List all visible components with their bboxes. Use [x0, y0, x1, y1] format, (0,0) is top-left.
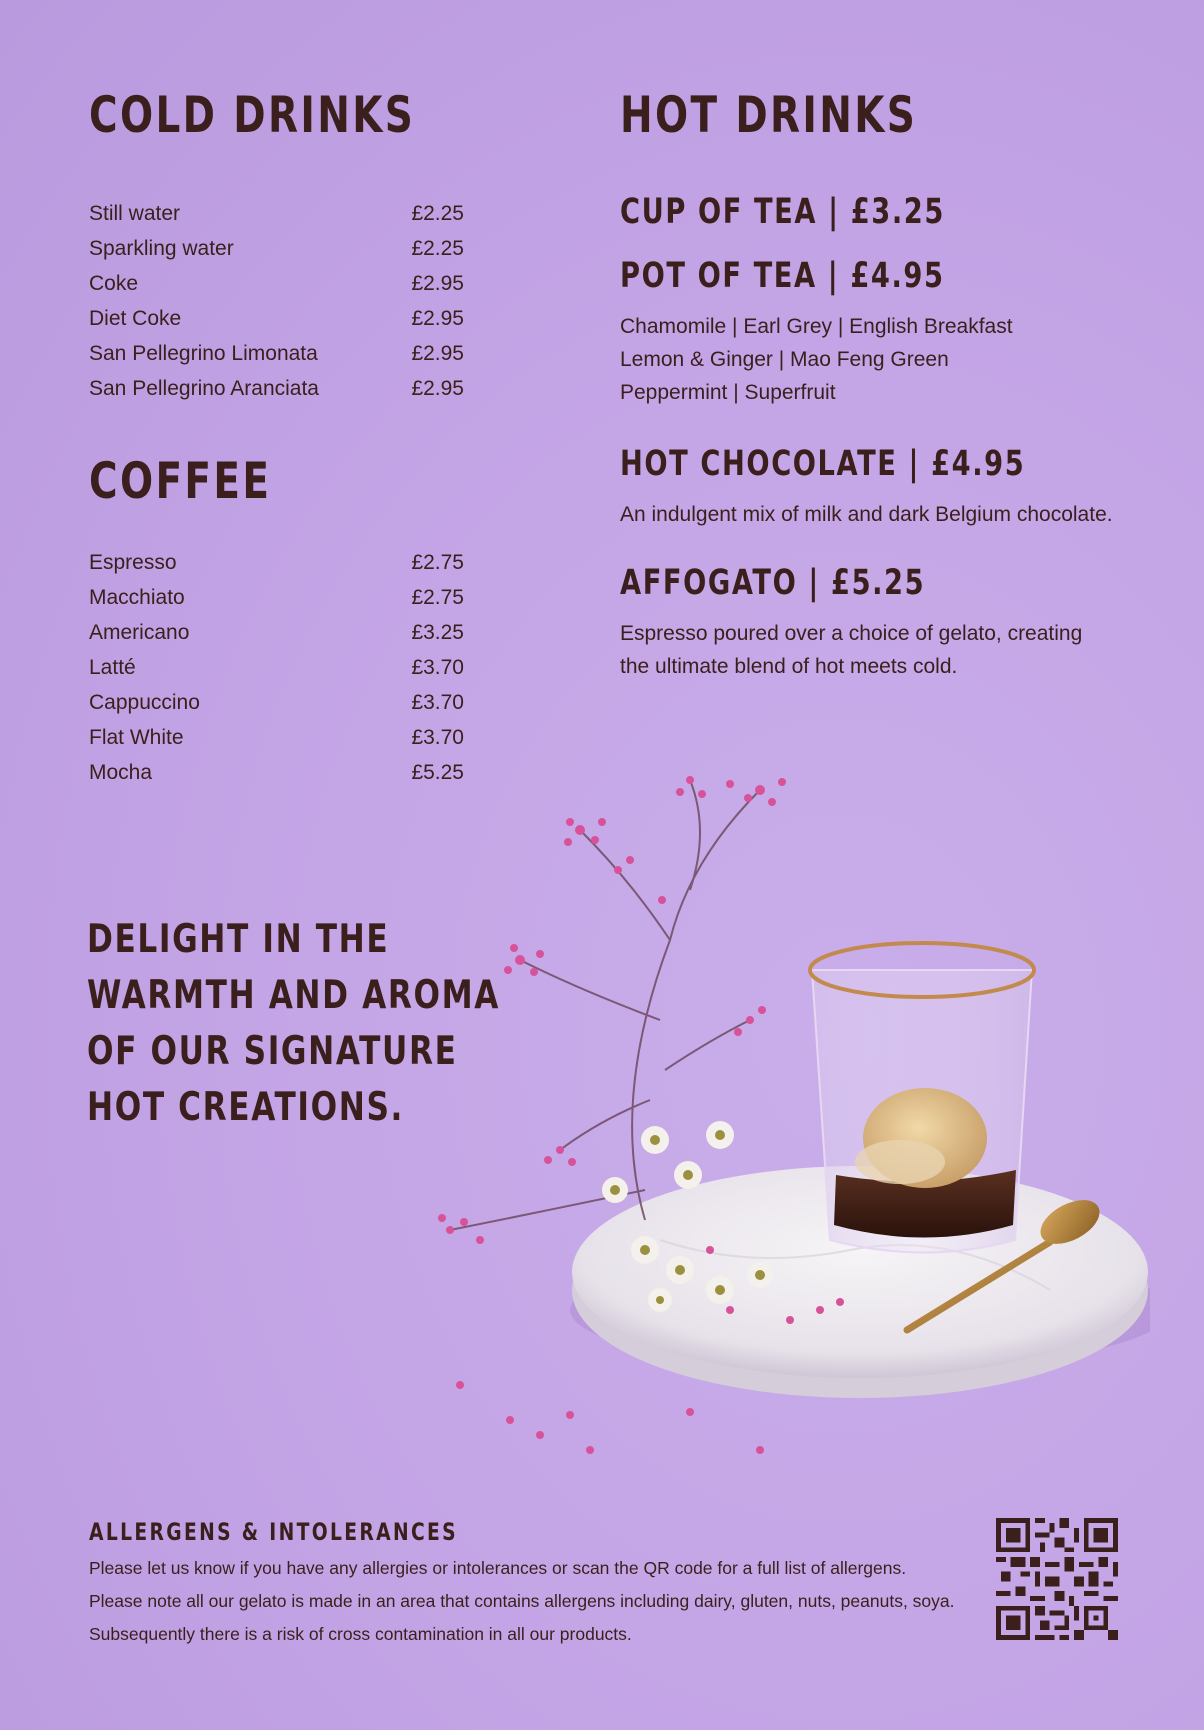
allergens-heading: ALLERGENS & INTOLERANCES — [89, 1518, 458, 1546]
hot-chocolate-description: An indulgent mix of milk and dark Belgium chocolate. — [620, 503, 1113, 526]
hot-chocolate-heading: HOT CHOCOLATE | £4.95 — [620, 444, 1026, 484]
allergens-text — [89, 1552, 955, 1651]
item-name: Flat White — [89, 726, 184, 749]
item-price: £2.75 — [411, 586, 464, 609]
allergen-line: Please note all our gelato is made in an area that contains allergens including dairy, gluten, nuts, peanuts, soya. — [89, 1591, 955, 1611]
item-name: Macchiato — [89, 586, 185, 609]
menu-item — [89, 615, 464, 650]
menu-item — [89, 580, 464, 615]
tagline-line: HOT CREATIONS. — [87, 1085, 404, 1130]
item-name: Diet Coke — [89, 307, 182, 330]
item-name: Cappuccino — [89, 691, 200, 714]
item-name: Still water — [89, 202, 181, 225]
item-price: £2.25 — [411, 202, 464, 225]
cup-of-tea-heading: CUP OF TEA | £3.25 — [620, 192, 945, 232]
pot-of-tea-heading: POT OF TEA | £4.95 — [620, 256, 945, 296]
item-price: £3.70 — [411, 691, 464, 714]
item-price: £5.25 — [411, 761, 464, 784]
menu-item — [89, 650, 464, 685]
menu-item — [89, 755, 464, 790]
allergen-line: Please let us know if you have any allergies or intolerances or scan the QR code for a full list of allergens. — [89, 1558, 907, 1578]
tea-line: Chamomile | Earl Grey | English Breakfast — [620, 315, 1013, 338]
coffee-heading: COFFEE — [89, 452, 272, 510]
affogato-description — [620, 617, 1082, 683]
item-price: £2.95 — [411, 307, 464, 330]
menu-item — [89, 231, 464, 266]
item-price: £2.95 — [411, 377, 464, 400]
tagline-line: DELIGHT IN THE — [87, 917, 390, 962]
item-name: Sparkling water — [89, 237, 234, 260]
menu-item — [89, 720, 464, 755]
menu-item — [89, 301, 464, 336]
tea-line: Peppermint | Superfruit — [620, 381, 836, 404]
menu-item — [89, 685, 464, 720]
item-name: Americano — [89, 621, 190, 644]
tea-varieties — [620, 310, 1013, 409]
item-price: £3.70 — [411, 726, 464, 749]
item-name: Mocha — [89, 761, 153, 784]
allergen-line: Subsequently there is a risk of cross contamination in all our products. — [89, 1624, 632, 1644]
item-price: £2.25 — [411, 237, 464, 260]
item-price: £2.75 — [411, 551, 464, 574]
tagline-line: OF OUR SIGNATURE — [87, 1029, 458, 1074]
item-price: £2.95 — [411, 272, 464, 295]
item-price: £3.25 — [411, 621, 464, 644]
qr-code-icon[interactable] — [996, 1518, 1118, 1640]
menu-item — [89, 196, 464, 231]
menu-item — [89, 336, 464, 371]
tea-line: Lemon & Ginger | Mao Feng Green — [620, 348, 949, 371]
coffee-list — [89, 545, 464, 790]
menu-item — [89, 371, 464, 406]
item-name: Espresso — [89, 551, 177, 574]
affogato-heading: AFFOGATO | £5.25 — [620, 563, 926, 603]
tagline-line: WARMTH AND AROMA — [87, 973, 500, 1018]
cold-drinks-heading: COLD DRINKS — [89, 86, 416, 144]
item-price: £3.70 — [411, 656, 464, 679]
affogato-desc-line: the ultimate blend of hot meets cold. — [620, 655, 958, 678]
item-name: San Pellegrino Limonata — [89, 342, 318, 365]
hot-drinks-heading: HOT DRINKS — [620, 86, 918, 144]
item-name: Latté — [89, 656, 136, 679]
menu-item — [89, 545, 464, 580]
item-name: San Pellegrino Aranciata — [89, 377, 319, 400]
affogato-desc-line: Espresso poured over a choice of gelato, creating — [620, 622, 1083, 645]
cold-drinks-list — [89, 196, 464, 406]
item-name: Coke — [89, 272, 139, 295]
affogato-photo — [430, 770, 1150, 1490]
menu-item — [89, 266, 464, 301]
item-price: £2.95 — [411, 342, 464, 365]
